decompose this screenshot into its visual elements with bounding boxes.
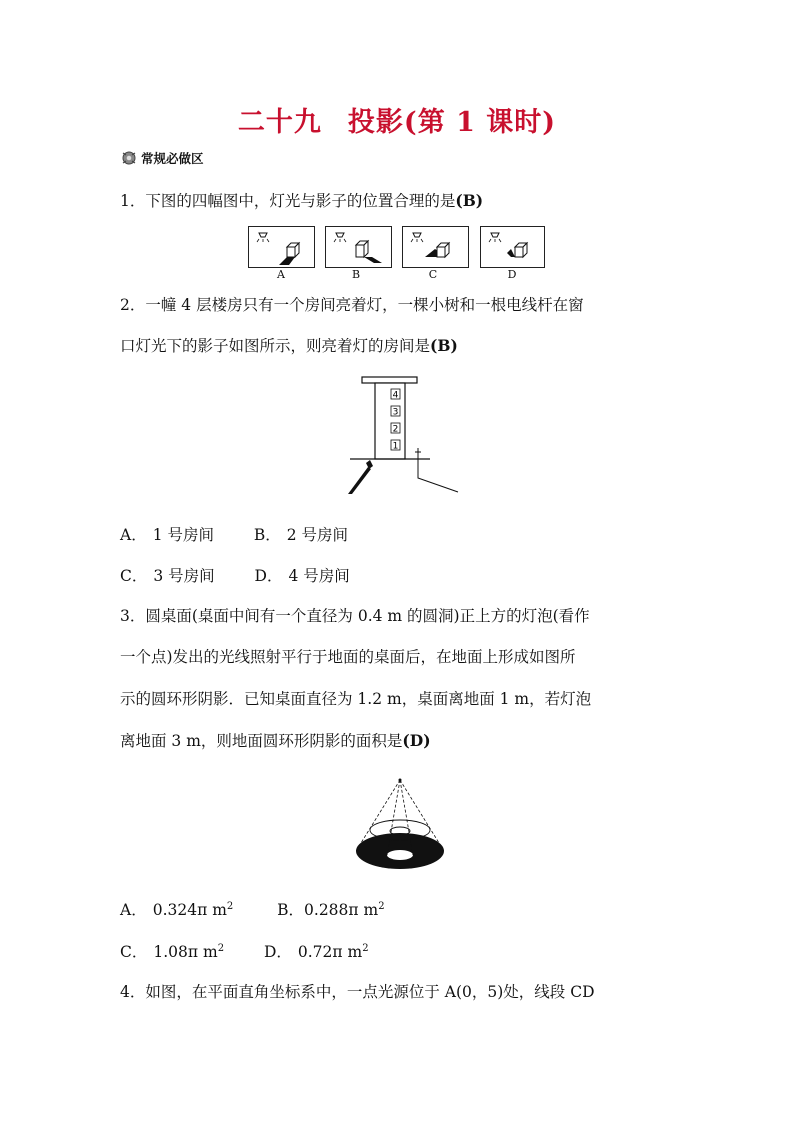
q1-figure-d-drawing <box>481 227 544 267</box>
q3-option-d[interactable]: D． 0.72π $m^2$ <box>263 942 369 961</box>
q4-text: 4．如图，在平面直角坐标系中，一点光源位于 A(0，5)处，线段 CD <box>120 983 595 1001</box>
floor-label: 1 <box>392 441 399 452</box>
q3-option-a[interactable]: A． 0.324π $m^2$ <box>120 900 234 919</box>
q1-figure-c-drawing <box>403 227 468 267</box>
q2-option-d[interactable]: D． 4 号房间 <box>254 567 350 585</box>
q1-stem: 1．下图的四幅图中，灯光与影子的位置合理的是 <box>120 192 456 210</box>
q3-line2: 一个点)发出的光线照射平行于地面的桌面后，在地面上形成如图所 <box>120 648 576 666</box>
q2-options-row2 <box>120 564 350 586</box>
floor-label: 3 <box>392 407 399 418</box>
roof <box>362 377 417 383</box>
lamp-icon <box>334 233 346 242</box>
gear-icon <box>120 151 138 165</box>
floor-label: 4 <box>392 390 399 401</box>
tree <box>366 460 373 469</box>
q1-label-a: A <box>277 268 285 281</box>
q3-line4 <box>120 731 431 751</box>
section-label: 常规必做区 <box>141 151 204 166</box>
q1-label-d: D <box>507 268 517 281</box>
q2-option-c[interactable]: C． 3 号房间 <box>120 567 215 585</box>
q2-building-figure <box>340 372 470 502</box>
lamp-icon <box>489 233 501 242</box>
pole-shadow <box>418 459 458 492</box>
q1-label-b: B <box>351 268 361 281</box>
q3-stem: 离地面 3 m，则地面圆环形阴影的面积是 <box>120 732 403 750</box>
page-title <box>0 100 794 139</box>
q2-line1: 2．一幢 4 层楼房只有一个房间亮着灯，一棵小树和一根电线杆在窗 <box>120 296 584 314</box>
tree-shadow <box>348 467 371 494</box>
q2-option-a[interactable]: A． 1 号房间 <box>120 526 214 544</box>
q2-line2 <box>120 336 458 356</box>
q2-answer: (B) <box>430 336 458 355</box>
q1-figure-c <box>402 226 469 268</box>
q2-stem: 口灯光下的影子如图所示，则亮着灯的房间是 <box>120 337 431 355</box>
building <box>375 383 405 459</box>
title-number: 二十九 <box>237 107 322 138</box>
q1-label-c: C <box>428 268 438 281</box>
q1-figure-b-drawing <box>326 227 391 267</box>
q3-answer: (D) <box>402 731 431 750</box>
lamp-icon <box>411 233 423 242</box>
light-bulb <box>399 779 402 782</box>
q3-options-row1 <box>120 898 385 920</box>
q2-options-row1 <box>120 523 348 545</box>
q3-option-c[interactable]: C． 1.08π $m^2$ <box>120 942 225 961</box>
q3-options-row2 <box>120 940 369 962</box>
q3-option-b[interactable]: B．0.288π $m^2$ <box>277 900 385 919</box>
q1-figure-d <box>480 226 545 268</box>
title-topic: 投影(第 1 课时) <box>347 107 557 138</box>
section-tag <box>120 149 204 167</box>
shadow-hole <box>387 850 413 860</box>
q3-line3: 示的圆环形阴影．已知桌面直径为 1.2 m，桌面离地面 1 m，若灯泡 <box>120 690 592 708</box>
q1-figure-a-drawing <box>249 227 314 267</box>
q1-text <box>120 191 483 211</box>
q1-figure-b <box>325 226 392 268</box>
floor-label: 2 <box>392 424 399 435</box>
lamp-icon <box>257 233 269 242</box>
q1-figure-a <box>248 226 315 268</box>
q2-option-b[interactable]: B． 2 号房间 <box>253 526 349 544</box>
q3-line1: 3．圆桌面(桌面中间有一个直径为 0.4 m 的圆洞)正上方的灯泡(看作 <box>120 607 590 625</box>
q3-cone-figure <box>350 776 450 874</box>
q1-answer: (B) <box>455 191 484 210</box>
